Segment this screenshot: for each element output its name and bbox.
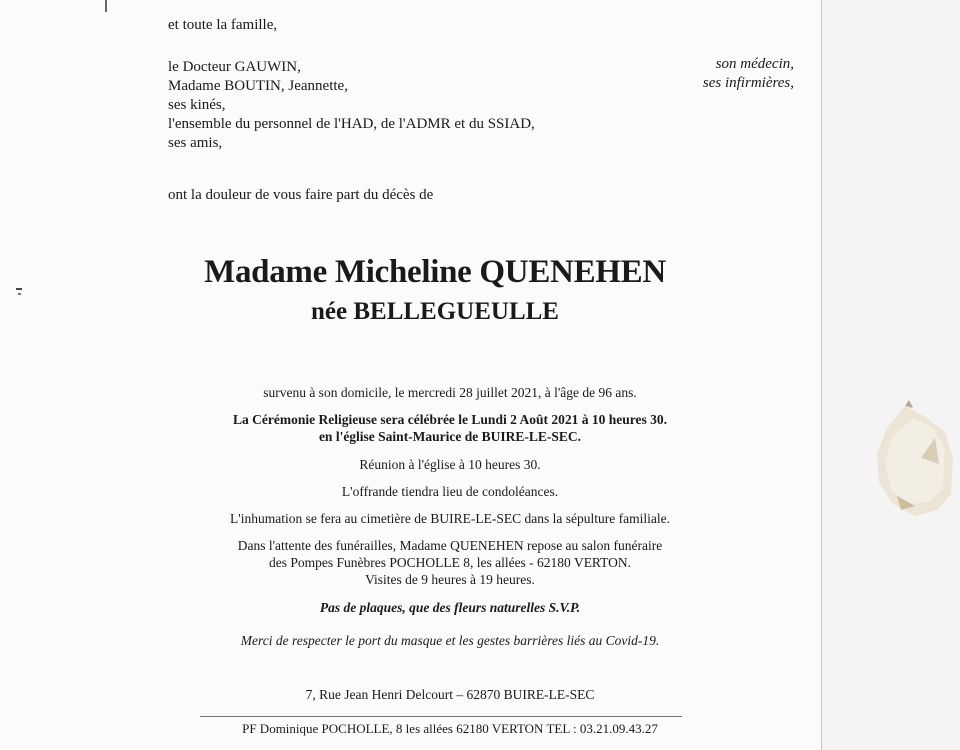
- family-line-doctor: le Docteur GAUWIN,: [168, 59, 301, 75]
- scan-mark: [16, 288, 22, 290]
- ceremony-line-1: La Cérémonie Religieuse sera célébrée le Lundi 2 Août 2021 à 10 heures 30.: [233, 412, 667, 427]
- family-line-physio: ses kinés,: [168, 97, 226, 113]
- announcement-text: ont la douleur de vous faire part du décès de: [168, 187, 434, 203]
- role-doctor: son médecin,: [715, 56, 794, 72]
- offering-text: L'offrande tiendra lieu de condoléances.: [341, 484, 559, 499]
- reunion-text: Réunion à l'église à 10 heures 30.: [359, 457, 541, 472]
- paper-scrap-image: [875, 398, 955, 518]
- visiting-hours: Visites de 9 heures à 19 heures.: [365, 572, 535, 587]
- address-text: 7, Rue Jean Henri Delcourt – 62870 BUIRE-LE-SEC: [305, 687, 595, 702]
- scan-mark-small: [18, 293, 21, 295]
- role-nurses: ses infirmières,: [702, 75, 794, 91]
- flowers-note: Pas de plaques, que des fleurs naturelles S.V.P.: [319, 600, 581, 615]
- rest-line-2: des Pompes Funèbres POCHOLLE 8, les allées - 62180 VERTON.: [268, 555, 632, 570]
- deceased-name: Madame Micheline QUENEHEN: [204, 254, 666, 290]
- family-line-nurse: Madame BOUTIN, Jeannette,: [168, 78, 348, 94]
- footer-divider: [200, 716, 682, 717]
- family-intro: et toute la famille,: [168, 17, 278, 33]
- crop-mark: [105, 0, 107, 12]
- family-line-friends: ses amis,: [168, 135, 223, 151]
- burial-text: L'inhumation se fera au cimetière de BUIRE-LE-SEC dans la sépulture familiale.: [230, 511, 670, 526]
- death-details: survenu à son domicile, le mercredi 28 juillet 2021, à l'âge de 96 ans.: [263, 385, 637, 400]
- page-edge: [821, 0, 822, 750]
- rest-line-1: Dans l'attente des funérailles, Madame QUENEHEN repose au salon funéraire: [237, 538, 663, 553]
- deceased-maiden-name: née BELLEGUEULLE: [311, 298, 559, 325]
- family-line-staff: l'ensemble du personnel de l'HAD, de l'ADMR et du SSIAD,: [168, 116, 535, 132]
- ceremony-line-2: en l'église Saint-Maurice de BUIRE-LE-SEC.: [318, 429, 582, 444]
- footer-contact: PF Dominique POCHOLLE, 8 les allées 62180 VERTON TEL : 03.21.09.43.27: [242, 721, 658, 736]
- scan-background: [822, 0, 960, 750]
- covid-note: Merci de respecter le port du masque et les gestes barrières liés au Covid-19.: [240, 633, 660, 648]
